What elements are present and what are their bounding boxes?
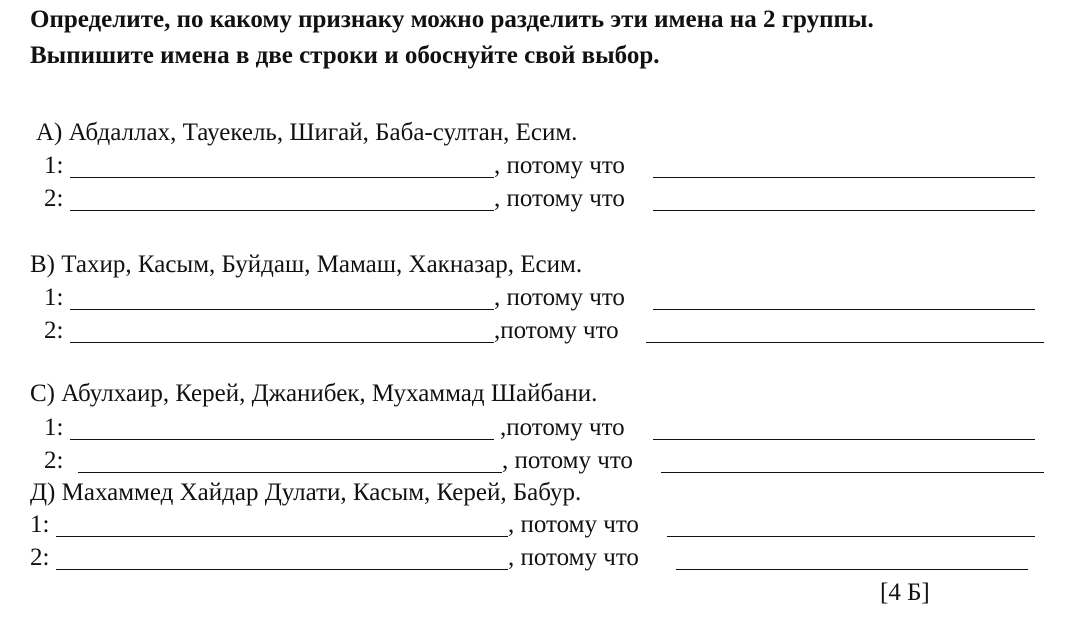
task-b-row1-reason-blank[interactable]: [653, 309, 1035, 310]
task-c-row2-separator: , потому что: [502, 447, 633, 474]
task-a-row2-names-blank[interactable]: [70, 210, 494, 211]
task-d-row2-number: 2:: [30, 544, 50, 571]
task-d-names: Д) Махаммед Хайдар Дулати, Касым, Керей, Бабур.: [30, 479, 582, 506]
task-d-row2-names-blank[interactable]: [56, 569, 508, 570]
task-d-row1-separator: , потому что: [508, 511, 639, 538]
task-a-row1-number: 1:: [44, 152, 64, 179]
task-d-row2-separator: , потому что: [508, 544, 639, 571]
task-a-row2-separator: , потому что: [494, 185, 625, 212]
instruction-line-1: Определите, по какому признаку можно разделить эти имена на 2 группы.: [30, 6, 874, 33]
task-d-row1-names-blank[interactable]: [56, 536, 508, 537]
instruction-line-2: Выпишите имена в две строки и обоснуйте свой выбор.: [30, 42, 660, 69]
task-c-names: С) Абулхаир, Керей, Джанибек, Мухаммад Шайбани.: [30, 380, 598, 407]
task-a-row1-reason-blank[interactable]: [653, 177, 1035, 178]
task-b-row2-reason-blank[interactable]: [646, 342, 1044, 343]
task-c-row2-reason-blank[interactable]: [661, 472, 1044, 473]
task-c-row1-number: 1:: [44, 414, 64, 441]
task-b-row2-names-blank[interactable]: [70, 342, 494, 343]
task-b-names: В) Тахир, Касым, Буйдаш, Мамаш, Хакназар, Есим.: [30, 251, 583, 278]
task-b-row1-separator: , потому что: [494, 284, 625, 311]
task-a-row1-names-blank[interactable]: [70, 177, 494, 178]
task-a-row2-reason-blank[interactable]: [653, 210, 1035, 211]
task-d-row1-number: 1:: [30, 511, 50, 538]
task-a-names: А) Абдаллах, Тауекель, Шигай, Баба-султан, Есим.: [36, 119, 578, 146]
task-c-row2-number: 2:: [44, 447, 64, 474]
task-c-row1-separator: ,потому что: [500, 414, 625, 441]
task-b-row2-separator: ,потому что: [494, 317, 619, 344]
task-d-row2-reason-blank[interactable]: [676, 569, 1028, 570]
task-b-row1-names-blank[interactable]: [70, 309, 494, 310]
task-c-row1-names-blank[interactable]: [70, 439, 494, 440]
task-a-row1-separator: , потому что: [494, 152, 625, 179]
task-b-row2-number: 2:: [44, 317, 64, 344]
score-label: [4 Б]: [880, 579, 930, 606]
task-c-row1-reason-blank[interactable]: [653, 439, 1035, 440]
task-b-row1-number: 1:: [44, 284, 64, 311]
task-c-row2-names-blank[interactable]: [78, 472, 502, 473]
task-a-row2-number: 2:: [44, 185, 64, 212]
task-d-row1-reason-blank[interactable]: [667, 536, 1035, 537]
